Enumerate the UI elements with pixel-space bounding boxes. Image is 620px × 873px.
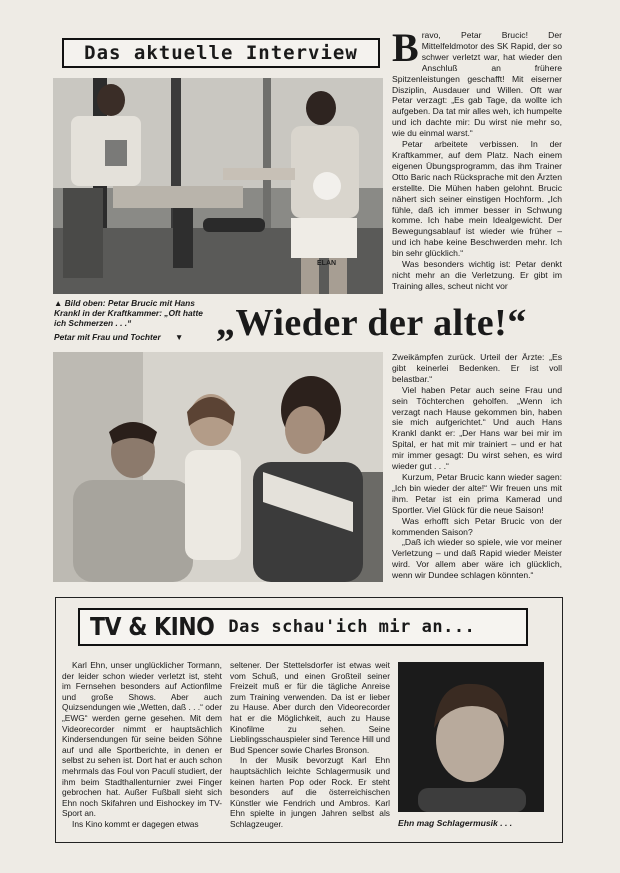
caption-kraftkammer xyxy=(54,298,214,328)
tv-kino-title-bold: TV & KINO xyxy=(90,612,215,642)
photo-family xyxy=(53,352,383,582)
paragraph: „Daß ich wieder so spiele, wie vor meiner Verletzung – und daß Rapid wieder Meister wird. Vor allem aber wäre ich glücklich, wenn wir Dundee schlagen könnten.“ xyxy=(392,537,562,581)
paragraph: seltener. Der Stettelsdorfer ist etwas weit vom Schuß, und einen Großteil seiner Freizeit muß er für die tägliche Anreise zum Training verwenden. Da ist er lieber zu Hause. Aber durch den Videorecorder hat er die Möglichkeit, auch zu Hause Kinofilme zu sehen. Seine Lieblingsschauspieler sind Terence Hill und Bud Spencer sowie Charles Bronson. xyxy=(230,660,390,755)
caption-ehn xyxy=(398,818,548,828)
caption-family xyxy=(54,332,214,342)
caption-arrow-icon: ▲ xyxy=(54,298,65,308)
interview-title-box xyxy=(62,38,380,68)
paragraph: Was besonders wichtig ist: Petar denkt nicht mehr an die Verletzung. Er gibt im Training alles, scheut nicht vor xyxy=(392,259,562,291)
paragraph: Ins Kino kommt er dagegen etwas xyxy=(72,818,199,829)
caption-text: Bild oben: Petar Brucic mit Hans Krankl in der Kraftkammer: „Oft hatte ich Schmerzen . . .“ xyxy=(54,298,203,328)
tv-kino-title-box xyxy=(78,608,528,646)
paragraph: Was erhofft sich Petar Brucic von der kommenden Saison? xyxy=(392,515,562,537)
paragraph: Zweikämpfen zurück. Urteil der Ärzte: „Es gibt keinerlei Bedenken. Er ist voll belastbar.“ xyxy=(392,352,562,384)
caption-text: Petar mit Frau und Tochter xyxy=(54,332,161,342)
paragraph: ravo, Petar Brucic! Der Mittelfeldmotor des SK Rapid, der so schwer verletzt war, hat wieder den Anschluß an frühere Spitzenleistungen geschafft! Mit eiserner Disziplin, Ausdauer und Willen. Oft war Petar verzagt: „Es gab Tage, da wollte ich aufgeben. Da tat mir alles weh, ich humpelte und ich dachte mir: Du wirst nie mehr so, wie du einmal warst.“ xyxy=(392,30,562,139)
paragraph: Karl Ehn, unser unglücklicher Tormann, der leider schon wieder verletzt ist, steht im Fernsehen besonders auf Actionfilme und große Shows. Aber auch Quizsendungen wie „Wetten, daß . . .“ oder „EWG“ werden gerne gesehen. Mit dem Videorecorder nimmt er hauptsächlich Kindersendungen für seine beiden Söhne auf und alle Sportberichte, in denen er selbst zu sehen ist. Dort hat er auch schon mehrmals das Foul von Paculí studiert, der ihm beim Stadthallenturnier zwei Finger gebrochen hat. Außer Fußball sieht sich Ehn noch Skifahren und Eishockey im TV-Sport an. xyxy=(62,660,222,819)
tv-kino-title-rest: Das schau'ich mir an... xyxy=(228,617,476,637)
interview-column-top xyxy=(392,30,562,302)
paragraph: Viel haben Petar auch seine Frau und sein Töchterchen geholfen. „Wenn ich verzagt nach Hause gekommen bin, haben sie mich aufgerichtet.“ Und auch Hans Krankl dankt er: „Der Hans war bei mir im Spital, er hat mit mir trainiert – und er hat mir immer gesagt: Du wirst sehen, es wird wieder gut . . .“ xyxy=(392,384,562,472)
headline-text: „Wieder der alte!“ xyxy=(216,302,527,344)
photo-ehn-image xyxy=(398,662,544,812)
paragraph: Kurzum, Petar Brucic kann wieder sagen: „Ich bin wieder der alte!“ Wir freuen uns mit ihm. Petar ist ein prima Kamerad und Sportler. Viel Glück für die neue Saison! xyxy=(392,471,562,515)
paragraph: Petar arbeitete verbissen. In der Kraftkammer, auf dem Platz. Nach einem eigenen Übungsprogramm, das ihm Trainer Otto Baric nach Rücksprache mit den Ärzten erstellte. Die Mühen haben gelohnt. Brucic nähert sich seiner einstigen Hochform. „Ich fühle, daß ich immer besser in Schwung komme. Ich habe mein Idealgewicht. Der Bewegungsablauf ist wieder wie früher – und ich habe keine Beschwerden mehr. Ich bin sehr glücklich.“ xyxy=(392,139,562,259)
paragraph: In der Musik bevorzugt Karl Ehn hauptsächlich leichte Schlagermusik und keinen harten Pop oder Rock. Er steht besonders auf die österreichischen Künstler wie Fendrich und Ambros. Karl Ehn spielte in jungen Jahren selbst als Schlagzeuger. xyxy=(230,755,390,829)
tv-column-1 xyxy=(62,660,222,836)
photo-kraftkammer xyxy=(53,78,383,294)
caption-text: Ehn mag Schlagermusik . . . xyxy=(398,818,513,828)
photo-ehn xyxy=(398,662,544,812)
tv-column-2 xyxy=(230,660,390,836)
dropcap: B xyxy=(392,30,419,70)
interview-column-bottom xyxy=(392,352,562,584)
interview-title: Das aktuelle Interview xyxy=(84,42,358,64)
photo-family-image xyxy=(53,352,383,582)
headline xyxy=(216,300,576,348)
caption-arrow-down-icon: ▼ xyxy=(175,332,184,342)
photo1-shirt-text: ELAN xyxy=(317,260,337,267)
